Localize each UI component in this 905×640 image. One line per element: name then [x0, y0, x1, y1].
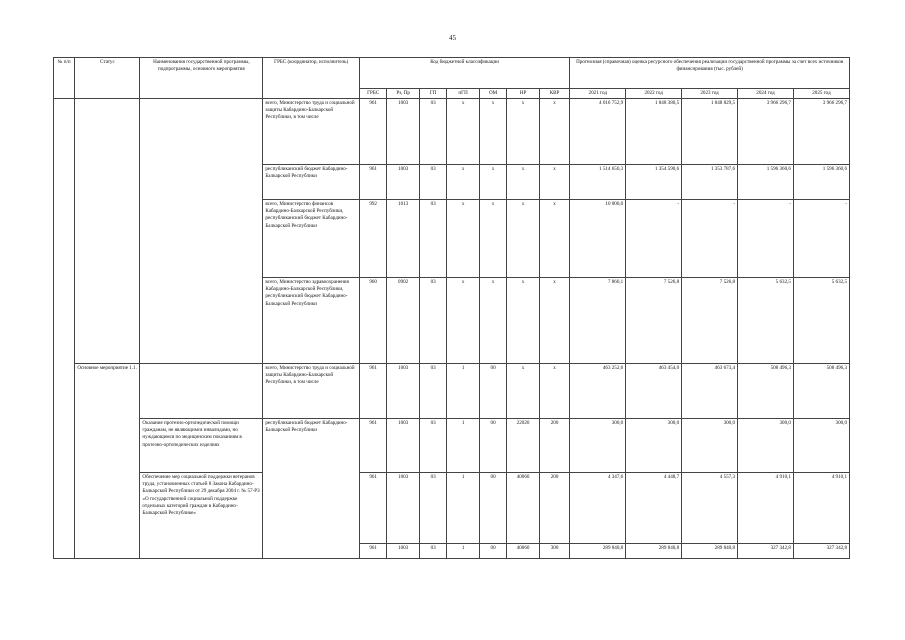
code-cell: 200: [539, 473, 570, 544]
value-cell: 10 000,0: [570, 200, 626, 278]
header-status: Статус: [75, 58, 140, 99]
code-cell: 03: [419, 99, 446, 165]
code-cell: 961: [359, 364, 386, 419]
header-code: ГП: [419, 89, 446, 99]
status-cell: [75, 99, 140, 364]
value-cell: 4 557,3: [682, 473, 738, 544]
code-cell: х: [447, 99, 480, 165]
code-cell: х: [539, 364, 570, 419]
code-cell: 1: [447, 544, 480, 559]
code-cell: 1: [447, 473, 480, 544]
code-cell: х: [479, 99, 506, 165]
code-cell: 200: [539, 419, 570, 473]
page-number: 45: [449, 34, 456, 42]
code-cell: 992: [359, 200, 386, 278]
table-row: [54, 364, 850, 419]
value-cell: 4 910,1: [793, 473, 849, 544]
value-cell: 1 848 380,5: [626, 99, 682, 165]
code-cell: х: [539, 200, 570, 278]
header-code: ГРБС: [359, 89, 386, 99]
value-cell: 1 514 650,3: [570, 165, 626, 200]
value-cell: 1 596 360,6: [738, 165, 794, 200]
code-cell: 1003: [387, 473, 420, 544]
value-cell: 327 342,8: [738, 544, 794, 559]
value-cell: 1 848 829,5: [682, 99, 738, 165]
status-cell: Основное мероприятие 1.1.: [75, 364, 140, 419]
code-cell: х: [539, 278, 570, 364]
code-cell: х: [507, 278, 540, 364]
code-cell: 00: [479, 473, 506, 544]
value-cell: 5 632,5: [738, 278, 794, 364]
header-grbs: ГРБС (координатор, исполнитель): [263, 58, 360, 99]
value-cell: 289 840,8: [682, 544, 738, 559]
code-cell: 00: [479, 364, 506, 419]
code-cell: 0902: [387, 278, 420, 364]
grbs-cell: республиканский бюджет Кабардино-Балкарской Республики: [263, 165, 360, 200]
value-cell: 4 347,6: [570, 473, 626, 544]
value-cell: 289 840,8: [626, 544, 682, 559]
code-cell: 961: [359, 544, 386, 559]
name-cell: [140, 99, 263, 364]
code-cell: 03: [419, 278, 446, 364]
value-cell: 7 526,8: [682, 278, 738, 364]
code-cell: 1: [447, 419, 480, 473]
table-row: [54, 473, 850, 544]
code-cell: 960: [359, 278, 386, 364]
code-cell: 03: [419, 364, 446, 419]
header-name: Наименования государственной программы, подпрограммы, основного мероприятия: [140, 58, 263, 99]
code-cell: х: [507, 165, 540, 200]
value-cell: 300,0: [793, 419, 849, 473]
code-cell: 03: [419, 165, 446, 200]
code-cell: х: [447, 200, 480, 278]
value-cell: 300,0: [570, 419, 626, 473]
value-cell: -: [682, 200, 738, 278]
code-cell: х: [447, 278, 480, 364]
code-cell: х: [539, 99, 570, 165]
code-cell: 40060: [507, 544, 540, 559]
header-num: № п/п: [54, 58, 75, 99]
resource-table: [53, 57, 850, 559]
code-cell: 961: [359, 99, 386, 165]
header-code-group: Код бюджетной классификации: [359, 58, 569, 89]
code-cell: 961: [359, 419, 386, 473]
code-cell: х: [447, 165, 480, 200]
header-code: КВР: [539, 89, 570, 99]
value-cell: 508 496,3: [793, 364, 849, 419]
value-cell: 508 496,3: [738, 364, 794, 419]
code-cell: 1: [447, 364, 480, 419]
header-year: 2022 год: [626, 89, 682, 99]
name-cell: Обеспечение мер социальной поддержки ветеранов труда, установленных статьей 8 Закона Кабардино-Балкарской Республики от 29 декабря 2004 г. № 57-РЗ «О государственной социальной поддержке отдельных категорий граждан в Кабардино-Балкарской Республике»: [140, 473, 263, 559]
value-cell: 300,0: [626, 419, 682, 473]
header-funding-group: Прогнозная (справочная) оценка ресурсного обеспечения реализации государственной программы за счет всех источников финансирования (тыс. рублей): [570, 58, 850, 89]
value-cell: 327 342,8: [793, 544, 849, 559]
value-cell: 4 016 752,9: [570, 99, 626, 165]
status-cell: [75, 419, 140, 559]
value-cell: 1 353 787,6: [682, 165, 738, 200]
code-cell: 1013: [387, 200, 420, 278]
code-cell: х: [479, 278, 506, 364]
value-cell: 3 966 296,7: [738, 99, 794, 165]
code-cell: х: [507, 99, 540, 165]
code-cell: 300: [539, 544, 570, 559]
header-year: 2024 год: [738, 89, 794, 99]
value-cell: 463 252,6: [570, 364, 626, 419]
table-row: [54, 419, 850, 473]
value-cell: 4 910,1: [738, 473, 794, 544]
value-cell: 289 840,8: [570, 544, 626, 559]
code-cell: 961: [359, 473, 386, 544]
code-cell: 1003: [387, 419, 420, 473]
code-cell: 40060: [507, 473, 540, 544]
code-cell: х: [507, 200, 540, 278]
code-cell: 03: [419, 544, 446, 559]
value-cell: -: [738, 200, 794, 278]
grbs-cell: республиканский бюджет Кабардино-Балкарской Республики: [263, 419, 360, 559]
value-cell: -: [793, 200, 849, 278]
code-cell: 1003: [387, 544, 420, 559]
value-cell: 7 526,8: [626, 278, 682, 364]
header-year: 2023 год: [682, 89, 738, 99]
header-code: пГП: [447, 89, 480, 99]
header-code: ОМ: [479, 89, 506, 99]
header-code: Рз, Пр: [387, 89, 420, 99]
code-cell: 22020: [507, 419, 540, 473]
header-code: НР: [507, 89, 540, 99]
value-cell: 463 454,0: [626, 364, 682, 419]
value-cell: 5 632,5: [793, 278, 849, 364]
code-cell: 00: [479, 419, 506, 473]
value-cell: -: [626, 200, 682, 278]
code-cell: 03: [419, 473, 446, 544]
grbs-cell: всего, Министерство труда и социальной защиты Кабардино-Балкарской Республики, в том числе: [263, 364, 360, 419]
code-cell: х: [479, 200, 506, 278]
code-cell: 03: [419, 419, 446, 473]
value-cell: 463 673,4: [682, 364, 738, 419]
value-cell: 300,0: [738, 419, 794, 473]
name-cell: Оказание протезно-ортопедической помощи гражданам, не являющимся инвалидами, но нуждающимся по медицинским показаниям в протезно-ортопедических изделиях: [140, 419, 263, 473]
value-cell: 3 966 296,7: [793, 99, 849, 165]
value-cell: 1 596 360,6: [793, 165, 849, 200]
header-year: 2025 год: [793, 89, 849, 99]
code-cell: 03: [419, 200, 446, 278]
code-cell: 1003: [387, 364, 420, 419]
code-cell: х: [479, 165, 506, 200]
name-cell: [140, 364, 263, 419]
header-year: 2021 год: [570, 89, 626, 99]
grbs-cell: всего, Министерство труда и социальной защиты Кабардино-Балкарской Республики, в том числе: [263, 99, 360, 165]
value-cell: 7 866,1: [570, 278, 626, 364]
value-cell: 1 354 590,6: [626, 165, 682, 200]
code-cell: 1003: [387, 165, 420, 200]
grbs-cell: всего, Министерство здравоохранения Кабардино-Балкарской Республики, республиканский бюджет Кабардино-Балкарской Республики: [263, 278, 360, 364]
code-cell: 1003: [387, 99, 420, 165]
code-cell: х: [507, 364, 540, 419]
value-cell: 4 448,7: [626, 473, 682, 544]
code-cell: 00: [479, 544, 506, 559]
value-cell: 300,0: [682, 419, 738, 473]
table-row: [54, 99, 850, 165]
code-cell: 961: [359, 165, 386, 200]
code-cell: х: [539, 165, 570, 200]
num-cell: [54, 99, 75, 559]
grbs-cell: всего, Министерство финансов Кабардино-Балкарской Республики, республиканский бюджет Кабардино-Балкарской Республики: [263, 200, 360, 278]
